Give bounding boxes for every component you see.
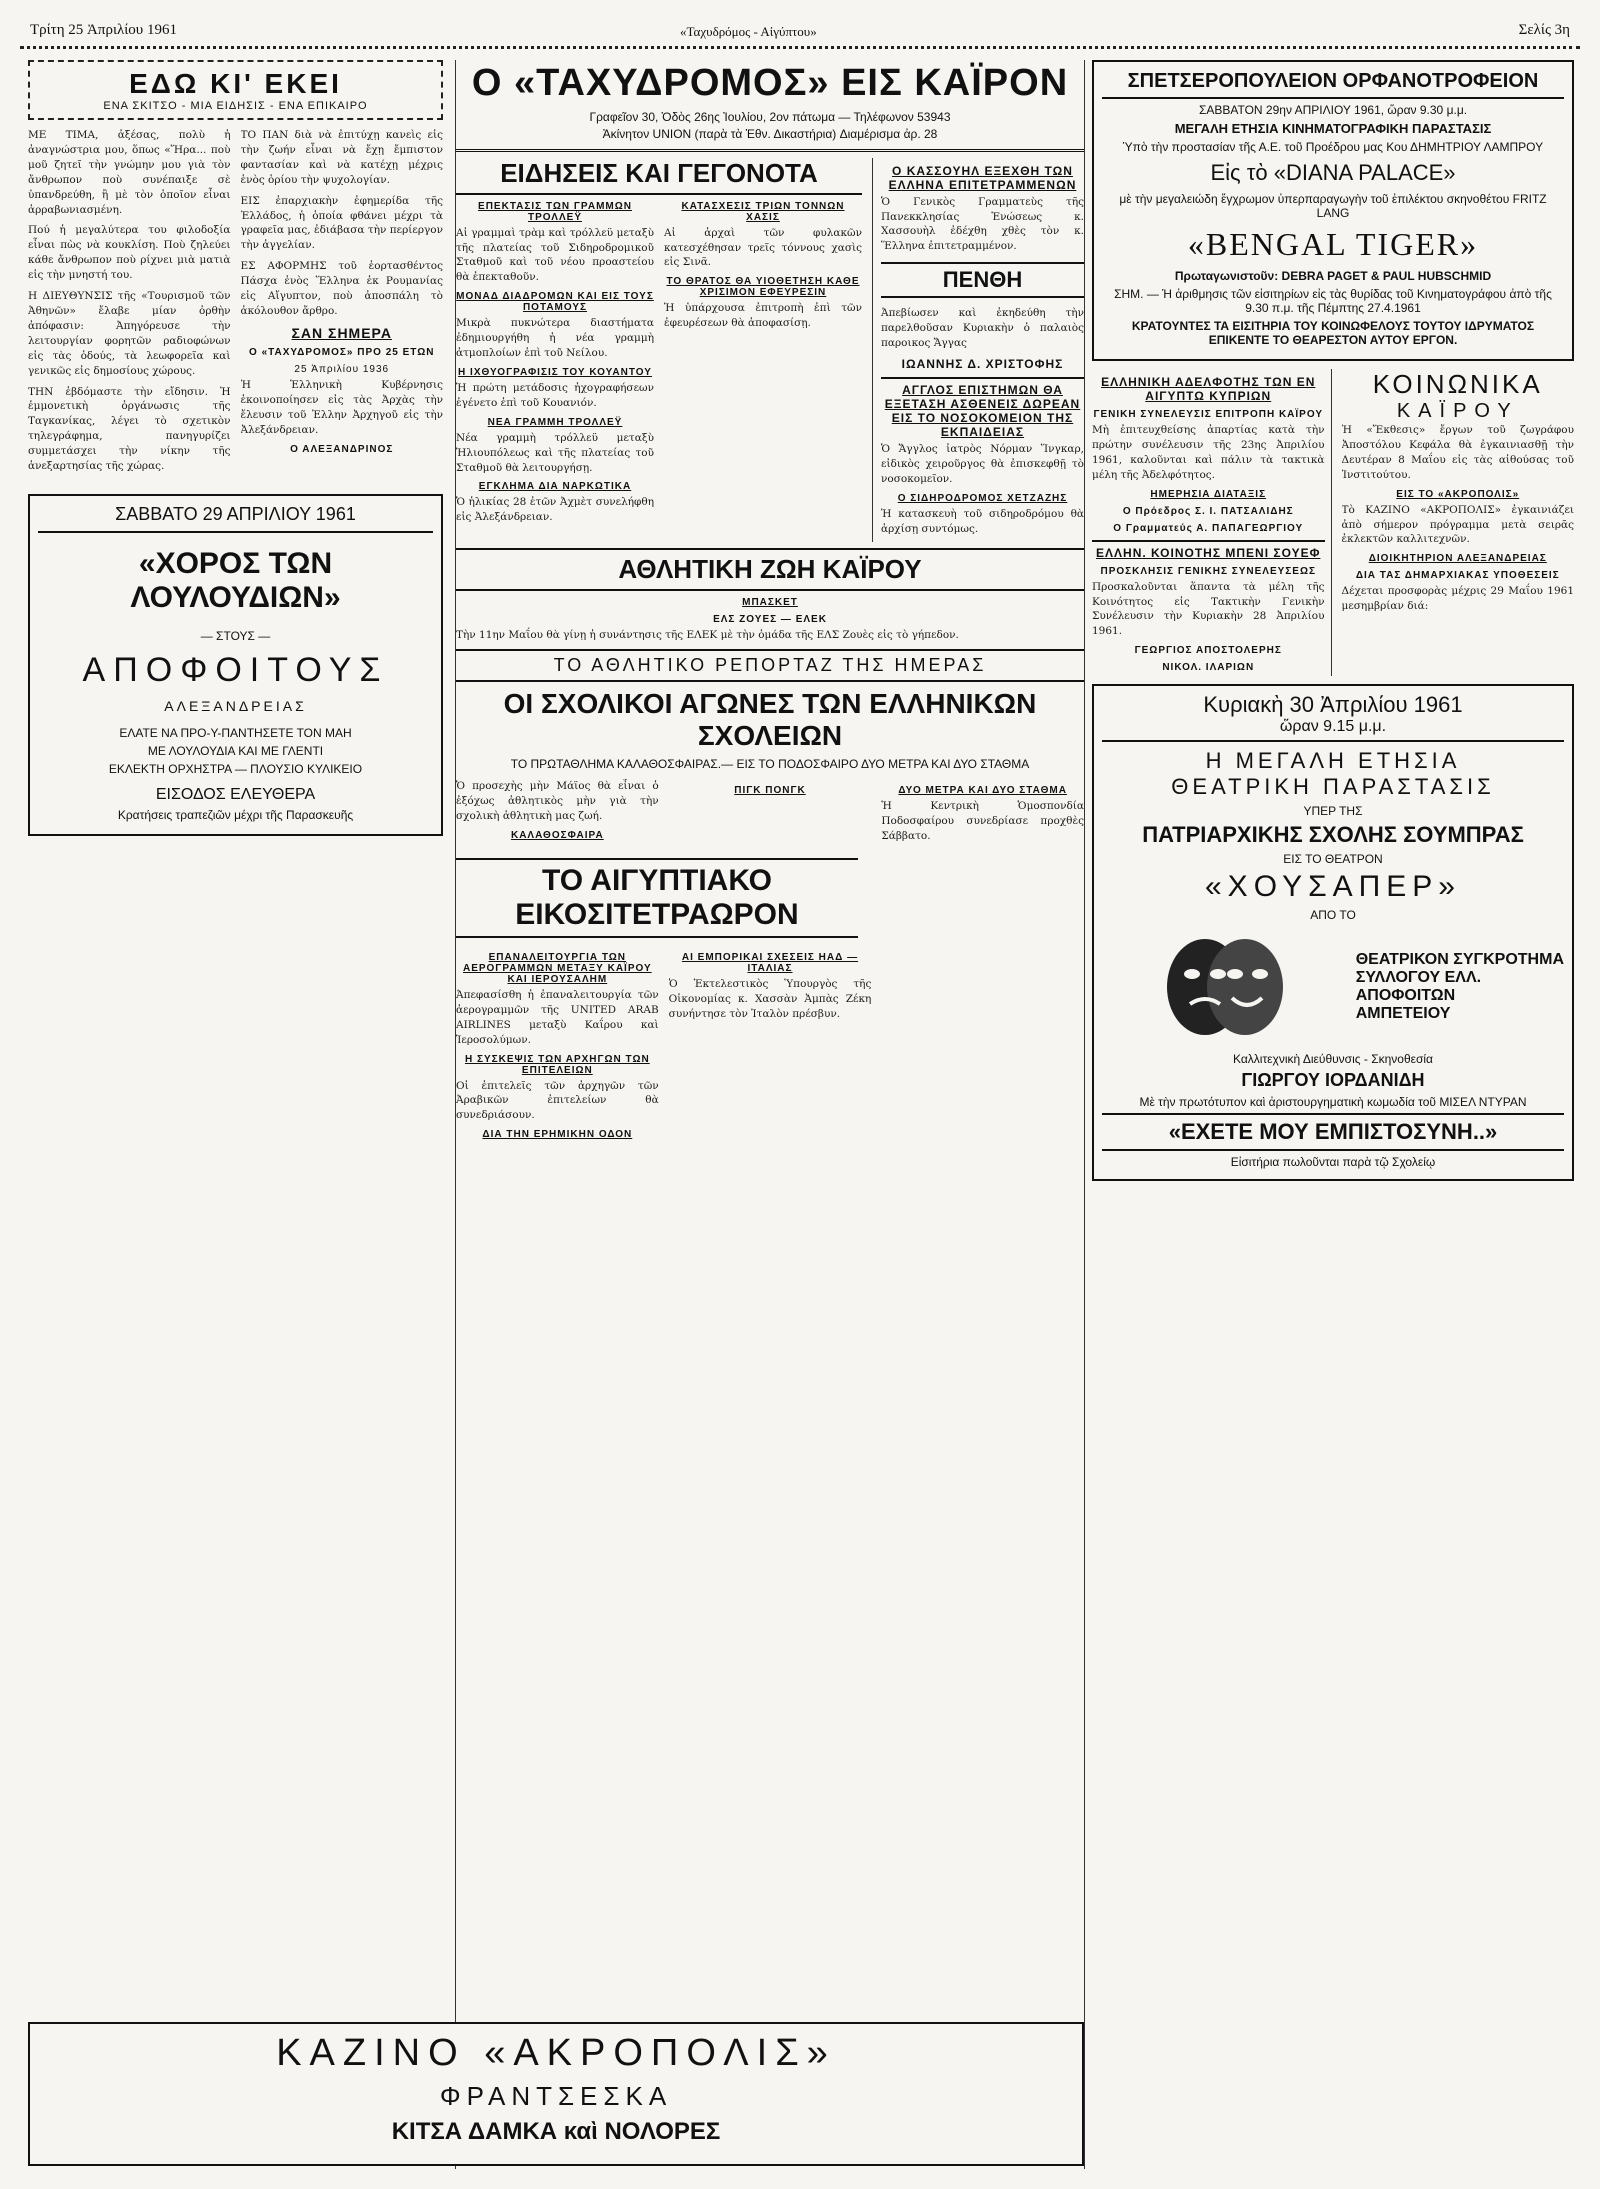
community-signature2: ΝΙΚΟΛ. ΙΛΑΡΙΩΝ — [1162, 662, 1255, 674]
community-subheading: ΠΡΟΣΚΛΗΣΙΣ ΓΕΝΙΚΗΣ ΣΥΝΕΛΕΥΣΕΩΣ — [1100, 565, 1316, 577]
pong-heading: ΠΙΓΚ ΠΟΝΓΚ — [734, 785, 806, 797]
casino-ad — [28, 2022, 1084, 2166]
news-text: Ὁ Γενικὸς Γραμματεὺς τῆς Πανεκκλησίας Ἑνώσεως κ. Χασσουὴλ ἐδέχθη χθὲς τὸν κ. Ἕλληνα ἐπιτετραμμένον. — [881, 195, 1084, 253]
here-and-there-box — [28, 60, 443, 120]
rail-heading: Ο ΣΙΔΗΡΟΔΡΟΜΟΣ ΧΕΤΖΑΖΗΣ — [897, 492, 1068, 504]
ad-comedy: Μὲ τὴν πρωτότυπον καὶ ἀριστουργηματικὴ κωμωδία τοῦ ΜΙΣΕΛ ΝΤΥΡΑΝ — [1139, 1095, 1527, 1110]
sports-text: Τὴν 11ην Μαΐου θὰ γίνῃ ἡ συνάντησις τῆς ΕΛΕΚ μὲ τὴν ὁμάδα τῆς ΕΛΣ Ζουὲς εἰς τὸ γήπεδον. — [456, 629, 959, 642]
paragraph: ΜΕ ΤΙΜΑ, ἀξέσας, πολὺ ἡ ἀναγνώστρια μου, ὅπως «Ἥρα... ποὺ μοῦ ζητεῖ τὴν γνώμην μου γιὰ τὸν ἄνθρωπον ποὺ συνέπαιξε σὲ ὑπανδρεύθη, ἢ μὲ τὸν ὁποῖον εἶναι ἀρραβωνιασμένη. — [28, 129, 231, 216]
theatre-masks-icon — [1150, 932, 1300, 1042]
news-heading: ΜΟΝΑΔ ΔΙΑΔΡΟΜΩΝ ΚΑΙ ΕΙΣ ΤΟΥΣ ΠΟΤΑΜΟΥΣ — [456, 291, 654, 314]
sports-heading: ΜΠΑΣΚΕΤ — [742, 597, 798, 609]
ad-stars: Πρωταγωνιστοῦν: DEBRA PAGET & PAUL HUBSCHMID — [1174, 269, 1492, 283]
rail-text: Ἡ κατασκευὴ τοῦ σιδηροδρόμου θὰ ἀρχίσῃ συντόμως. — [881, 507, 1084, 535]
mourning-name: ΙΩΑΝΝΗΣ Δ. ΧΡΙΣΤΟΦΗΣ — [901, 356, 1064, 371]
masthead: Ο «ΤΑΧΥΔΡΟΜΟΣ» ΕΙΣ ΚΑΪΡΟΝ — [471, 62, 1069, 104]
today-signature: Ο ΑΛΕΞΑΝΔΡΙΝΟΣ — [290, 443, 394, 455]
sisterhood-subheading: ΓΕΝΙΚΗ ΣΥΝΕΛΕΥΣΙΣ ΕΠΙΤΡΟΠΗ ΚΑΪΡΟΥ — [1093, 409, 1324, 420]
news-heading: ΚΑΤΑΣΧΕΣΙΣ ΤΡΙΩΝ ΤΟΝΝΩΝ ΧΑΣΙΣ — [681, 200, 845, 223]
social-text: Ἡ «Ἔκθεσις» ἔργων τοῦ ζωγράφου Ἀποστόλου Κεφάλα θὰ ἐγκαινιασθῇ τὴν Δευτέραν 8 Μαΐου εἰς τὰς αἰθούσας τοῦ Ἰνστιτούτου. — [1341, 424, 1574, 481]
column-left — [28, 60, 443, 2169]
ad-org2: ΑΛΕΞΑΝΔΡΕΙΑΣ — [164, 697, 307, 714]
ad-date: ΣΑΒΒΑΤΟ 29 ΑΠΡΙΛΙΟΥ 1961 — [38, 504, 433, 533]
social-subtitle: ΚΑΪΡΟΥ — [1396, 400, 1519, 422]
ad-date: ΣΑΒΒΑΤΟΝ 29ην ΑΠΡΙΛΙΟΥ 1961, ὥραν 9.30 μ.μ. — [1198, 103, 1468, 117]
sisterhood-text: Μὴ ἐπιτευχθείσης ἀπαρτίας κατὰ τὴν πρώτην συνέλευσιν τῆς 23ης Ἀπριλίου 1961, καλοῦνται καὶ πάλιν τὰ τακτικὰ μέλη τῆς Ἀδελφότητος. — [1092, 424, 1325, 481]
egypt-text: Οἱ ἐπιτελεῖς τῶν ἀρχηγῶν τῶν Ἀραβικῶν ἐπιτελείων θὰ συνεδριάσουν. — [456, 1079, 659, 1122]
section-subtitle: ΕΝΑ ΣΚΙΤΣΟ - ΜΙΑ ΕΙΔΗΣΙΣ - ΕΝΑ ΕΠΙΚΑΙΡΟ — [103, 100, 368, 112]
alexandria-text: Δέχεται προσφορὰς μέχρις 29 Μαΐου 1961 μεσημβρίαν διά: — [1341, 585, 1574, 613]
ad-direction: Καλλιτεχνικὴ Διεύθυνσις - Σκηνοθεσία — [1232, 1052, 1433, 1067]
social-title: ΚΟΙΝΩΝΙΚΑ — [1372, 369, 1543, 399]
news-text: Αἱ ἀρχαὶ τῶν φυλακῶν κατεσχέθησαν τρεῖς τόννους χασὶς εἰς Σινᾶ. — [664, 226, 862, 269]
report-text: Ὁ προσεχὴς μὴν Μάϊος θὰ εἶναι ὁ ἐξόχως ἀθλητικὸς μὴν γιὰ τὴν σχολικὴ ἀθλητικὴ μας ζωή. — [456, 780, 659, 822]
community-heading: ΕΛΛΗΝ. ΚΟΙΝΟΤΗΣ ΜΠΕΝΙ ΣΟΥΕΦ — [1092, 540, 1325, 560]
sisterhood-signature2: Ο Γραμματεύς Α. ΠΑΠΑΓΕΩΡΓΙΟΥ — [1113, 522, 1304, 534]
paragraph: ΤΗΝ ἐβδόμαστε τὴν εἴδησιν. Ἡ ἐμμονετικὴ ὀργάνωσις τῆς Ταγκανίκας, λέγει τὸ σχετικὸν τηλεγράφημα, πανηγυρίζει συμμετάσχει τὴν νίκην τῆς ἀνεξαρτησίας τῆς χώρας. — [28, 385, 231, 473]
ad-time: ὥραν 9.15 μ.μ. — [1102, 718, 1564, 742]
today-text: Ἡ Ἑλληνικὴ Κυβέρνησις ἐκοινοποίησεν εἰς τὰς Ἀρχὰς τὴν ἔλευσιν τοῦ Ἐλλην Ἀρχηγοῦ εἰς τὴν Ἀλεξάνδρειαν. — [240, 378, 443, 436]
ad-venue: Εἰς τὸ «DIANA PALACE» — [1210, 160, 1456, 185]
section-title: ΕΔΩ ΚΙ' ΕΚΕΙ — [129, 68, 342, 99]
ad-film-intro: μὲ τὴν μεγαλειώδη ἔγχρωμον ὑπερπαραγωγὴν τοῦ ἐπιλέκτου σκηνοθέτου FRITZ LANG — [1119, 192, 1547, 220]
ad-line: ΕΙΣ ΤΟ ΘΕΑΤΡΟΝ — [1283, 852, 1383, 867]
ad-school: ΠΑΤΡΙΑΡΧΙΚΗΣ ΣΧΟΛΗΣ ΣΟΥΜΠΡΑΣ — [1142, 822, 1524, 848]
community-text: Προσκαλοῦνται ἅπαντα τὰ μέλη τῆς Κοινότητος εἰς Τακτικὴν Γενικὴν Συνέλευσιν τὴν Κυριακὴν 28 Ἀπριλίου 1961. — [1092, 580, 1325, 638]
report-title: ΟΙ ΣΧΟΛΙΚΟΙ ΑΓΩΝΕΣ ΤΩΝ ΕΛΛΗΝΙΚΩΝ ΣΧΟΛΕΙΩΝ — [503, 688, 1037, 752]
column-text — [28, 128, 443, 480]
egypt-heading: Η ΣΥΣΚΕΨΙΣ ΤΩΝ ΑΡΧΗΓΩΝ ΤΩΝ ΕΠΙΤΕΛΕΙΩΝ — [464, 1053, 650, 1076]
ad-line: ΜΕΓΑΛΗ ΕΤΗΣΙΑ ΚΙΝΗΜΑΤΟΓΡΑΦΙΚΗ ΠΑΡΑΣΤΑΣΙΣ — [1174, 121, 1492, 136]
ad-entry: ΕΙΣΟΔΟΣ ΕΛΕΥΘΕΡΑ — [155, 785, 316, 803]
weights-heading: ΔΥΟ ΜΕΤΡΑ ΚΑΙ ΔΥΟ ΣΤΑΘΜΑ — [898, 785, 1067, 797]
flower-dance-ad — [28, 494, 443, 836]
ad-line: Η ΜΕΓΑΛΗ ΕΤΗΣΙΑ — [1205, 748, 1461, 774]
sports-title: ΑΘΛΗΤΙΚΗ ΖΩΗ ΚΑΪΡΟΥ — [456, 548, 1084, 591]
today-title: ΣΑΝ ΣΗΜΕΡΑ — [291, 324, 392, 341]
ad-play: «ΕΧΕΤΕ ΜΟΥ ΕΜΠΙΣΤΟΣΥΝΗ..» — [1102, 1113, 1564, 1151]
news-heading: ΕΓΚΛΗΜΑ ΔΙΑ ΝΑΡΚΩΤΙΚΑ — [478, 481, 632, 493]
report-heading: ΤΟ ΑΘΛΗΤΙΚΟ ΡΕΠΟΡΤΑΖ ΤΗΣ ΗΜΕΡΑΣ — [456, 649, 1084, 682]
ad-line: ΜΕ ΛΟΥΛΟΥΔΙΑ ΚΑΙ ΜΕ ΓΛΕΝΤΙ — [147, 743, 324, 758]
news-heading: ΤΟ ΘΡΑΤΟΣ ΘΑ ΥΙΟΘΕΤΗΣΗ ΚΑΘΕ ΧΡΙΣΙΜΟΝ ΕΦΕΥΡΕΣΙΝ — [666, 276, 860, 299]
office-building: Ἀκίνητον UNION (παρὰ τὰ Ἐθν. Δικαστήρια) Διαμέρισμα ἀρ. 28 — [602, 126, 938, 141]
alexandria-heading: ΔΙΟΙΚΗΤΗΡΙΟΝ ΑΛΕΞΑΝΔΡΕΙΑΣ — [1368, 553, 1547, 565]
today-subtitle: Ο «ΤΑΧΥΔΡΟΜΟΣ» ΠΡΟ 25 ΕΤΩΝ — [249, 346, 435, 358]
ad-director: ΓΙΩΡΓΟΥ ΙΟΡΔΑΝΙΔΗ — [1241, 1070, 1425, 1091]
sports-subheading: ΕΛΣ ΖΟΥΕΣ — ΕΛΕΚ — [713, 614, 827, 626]
ad-title: ΣΠΕΤΣΕΡΟΠΟΥΛΕΙΟΝ ΟΡΦΑΝΟΤΡΟΦΕΙΟΝ — [1102, 70, 1564, 99]
news-heading: Η ΙΧΘΥΟΓΡΑΦΙΣΙΣ ΤΟΥ ΚΟΥΑΝΤΟΥ — [458, 366, 652, 378]
today-date: 25 Ἀπριλίου 1936 — [294, 363, 390, 375]
ad-association: ΣΥΛΛΟΓΟΥ ΕΛΛ. ΑΠΟΦΟΙΤΩΝ ΑΜΠΕΤΕΙΟΥ — [1355, 969, 1482, 1023]
egypt-heading: ΑΙ ΕΜΠΟΡΙΚΑΙ ΣΧΕΣΕΙΣ ΗΑΔ — ΙΤΑΛΙΑΣ — [681, 951, 859, 974]
page-number: Σελίς 3η — [1518, 22, 1570, 38]
egypt-heading: ΔΙΑ ΤΗΝ ΕΡΗΜΙΚΗΝ ΟΔΟΝ — [482, 1129, 633, 1141]
ad-note: ΣΗΜ. — Ἡ ἀριθμησις τῶν εἰσιτηρίων εἰς τὰς θυρίδας τοῦ Κινηματογράφου ἀπὸ τῆς 9.30 π.μ. τῆς Πέμπτης 27.4.1961 — [1114, 287, 1552, 315]
ad-line: ΥΠΕΡ ΤΗΣ — [1303, 804, 1363, 819]
column-center — [455, 60, 1085, 2169]
report-subtitle: ΤΟ ΠΡΩΤΑΘΛΗΜΑ ΚΑΛΑΘΟΣΦΑΙΡΑΣ.— ΕΙΣ ΤΟ ΠΟΔΟΣΦΑΙΡΟ ΔΥΟ ΜΕΤΡΑ ΚΑΙ ΔΥΟ ΣΤΑΘΜΑ — [510, 757, 1030, 772]
news-title: ΕΙΔΗΣΕΙΣ ΚΑΙ ΓΕΓΟΝΟΤΑ — [456, 158, 862, 195]
ad-patron: Ὑπὸ τὴν προστασίαν τῆς Α.Ε. τοῦ Προέδρου μας Κου ΔΗΜΗΤΡΙΟΥ ΛΑΜΠΡΟΥ — [1122, 140, 1544, 154]
office-address: Γραφεῖον 30, Ὁδὸς 26ης Ἰουλίου, 2ον πάτωμα — Τηλέφωνον 53943 — [589, 110, 951, 124]
mourning-text: Ἀπεβίωσεν καὶ ἐκηδεύθη τὴν παρελθοῦσαν Κυριακὴν ὁ παλαιὸς παροικος Ἄγγας — [881, 307, 1084, 350]
page-header — [20, 18, 1580, 49]
casino-line: ΦΡΑΝΤΣΕΣΚΑ — [439, 2081, 673, 2111]
ad-theatre: «ΧΟΥΣΑΠΕΡ» — [1205, 870, 1461, 904]
agenda-heading: ΗΜΕΡΗΣΙΑ ΔΙΑΤΑΞΙΣ — [1150, 488, 1267, 500]
alexandria-subheading: ΔΙΑ ΤΑΣ ΔΗΜΑΡΧΙΑΚΑΣ ΥΠΟΘΕΣΕΙΣ — [1355, 570, 1560, 582]
news-text: Μικρὰ πυκνώτερα διαστήματα ἐδημιουργήθη ἡ νέα γραμμὴ ἀτμοπλοίων ἐπὶ τοῦ Νείλου. — [456, 317, 654, 360]
sisterhood-heading: ΕΛΛΗΝΙΚΗ ΑΔΕΛΦΟΤΗΣ ΤΩΝ ΕΝ ΑΙΓΥΠΤΩ ΚΥΠΡΙΩΝ — [1101, 375, 1316, 403]
ad-reservations: Κρατήσεις τραπεζιῶν μέχρι τῆς Παρασκευῆς — [117, 807, 354, 822]
acropolis-heading: ΕΙΣ ΤΟ «ΑΚΡΟΠΟΛΙΣ» — [1396, 488, 1520, 500]
sisterhood-signature: Ο Πρόεδρος Σ. Ι. ΠΑΤΣΑΛΙΔΗΣ — [1122, 505, 1294, 517]
basket-heading: ΚΑΛΑΘΟΣΦΑΙΡΑ — [510, 829, 604, 841]
ad-date: Κυριακὴ 30 Ἀπριλίου 1961 — [1203, 692, 1463, 718]
paper-name: «Ταχυδρόμος - Αἰγύπτου» — [680, 24, 817, 39]
news-text: Ὁ ἡλικίας 28 ἐτῶν Ἀχμὲτ συνελήφθη εἰς Ἀλεξάνδρειαν. — [456, 496, 654, 524]
ad-of: — ΣΤΟΥΣ — — [200, 628, 271, 643]
doctor-heading: ΑΓΓΛΟΣ ΕΠΙΣΤΗΜΩΝ ΘΑ ΕΞΕΤΑΣΗ ΑΣΘΕΝΕΙΣ ΔΩΡΕΑΝ ΕΙΣ ΤΟ ΝΟΣΟΚΟΜΕΙΟΝ ΤΗΣ ΕΚΠΑΙΔΕΙΑΣ — [881, 377, 1084, 439]
egypt-heading: ΕΠΑΝΑΛΕΙΤΟΥΡΓΙΑ ΤΩΝ ΑΕΡΟΓΡΑΜΜΩΝ ΜΕΤΑΞΥ ΚΑΪΡΟΥ ΚΑΙ ΙΕΡΟΥΣΑΛΗΜ — [462, 951, 652, 985]
egypt-text: Ὁ Ἐκτελεστικὸς Ὑπουργὸς τῆς Οἰκονομίας κ. Χασσὰν Ἀμπὰς Ζέκη συνήντησε τὸν Ἰταλὸν πρέσβυν. — [668, 977, 872, 1020]
news-heading: ΕΠΕΚΤΑΣΙΣ ΤΩΝ ΓΡΑΜΜΩΝ ΤΡΟΛΛΕΫ — [478, 200, 632, 223]
mourning-title: ΠΕΝΘΗ — [881, 262, 1084, 298]
acropolis-text: Τὸ ΚΑΖΙΝΟ «ΑΚΡΟΠΟΛΙΣ» ἐγκαινιάζει ἀπὸ σήμερον πρόγραμμα μετὰ σειρᾶς ἐκλεκτῶν καλλιτεχνῶν. — [1341, 503, 1574, 546]
ad-line: ΘΕΑΤΡΙΚΗ ΠΑΡΑΣΤΑΣΙΣ — [1171, 774, 1495, 800]
news-heading: ΝΕΑ ΓΡΑΜΜΗ ΤΡΟΛΛΕΫ — [487, 416, 623, 428]
ad-line: ΕΚΛΕΚΤΗ ΟΡΧΗΣΤΡΑ — ΠΛΟΥΣΙΟ ΚΥΛΙΚΕΙΟ — [108, 761, 363, 776]
ad-line: ΕΛΑΤΕ ΝΑ ΠΡΟ-Υ-ΠΑΝΤΗΣΕΤΕ ΤΟΝ ΜΑΗ — [119, 725, 352, 740]
news-heading: Ο ΚΑΣΣΟΥΗΛ ΕΞΕΧΘΗ ΤΩΝ ΕΛΛΗΝΑ ΕΠΙΤΕΤΡΑΜΜΕΝΩΝ — [888, 163, 1077, 192]
column-right — [1092, 60, 1574, 2169]
casino-stars: ΚΙΤΣΑ ΔΑΜΚΑ καὶ ΝΟΛΟΡΕΣ — [391, 2118, 721, 2145]
ad-title: «ΧΟΡΟΣ ΤΩΝ ΛΟΥΛΟΥΔΙΩΝ» — [130, 546, 341, 614]
ad-org: ΑΠΟΦΟΙΤΟΥΣ — [82, 650, 389, 689]
theatre-ad — [1092, 684, 1574, 1181]
doctor-text: Ὁ Ἄγγλος ἰατρὸς Νόρμαν Ἵνγκαρ, εἰδικὸς χειροῦργος θὰ ἐπισκεφθῇ τὸ νοσοκομεῖον. — [881, 442, 1084, 485]
ad-troupe: ΘΕΑΤΡΙΚΟΝ ΣΥΓΚΡΟΤΗΜΑ — [1355, 951, 1564, 969]
paragraph: ΤΟ ΠΑΝ διὰ νὰ ἐπιτύχῃ κανεὶς εἰς τὴν ζωήν εἶναι νὰ ἔχῃ ἔμπιστον φαντασίαν καὶ νὰ κατέχῃ μέχρις ἑνὸς ὁρίου τὴν ψυχολογίαν. — [240, 129, 443, 186]
ad-film: «BENGAL TIGER» — [1187, 226, 1479, 262]
ad-line: ΑΠΟ ΤΟ — [1310, 908, 1356, 923]
paragraph: Πού ἡ μεγαλύτερα του φιλοδοξία εἶναι πὼς νὰ κουκλίση. Ποὺ ζηλεύει κάθε ἄνθρωπον ποὺ ρίχνει μιὰ ματιὰ εἰς τὴν μνηστή του. — [28, 224, 231, 282]
casino-title: ΚΑΖΙΝΟ «ΑΚΡΟΠΟΛΙΣ» — [276, 2032, 836, 2074]
news-text: Ἡ ὑπάρχουσα ἐπιτροπὴ ἐπὶ τῶν ἐφευρέσεων θὰ ἀποφασίσῃ. — [664, 302, 862, 330]
egypt-title: ΤΟ ΑΙΓΥΠΤΙΑΚΟ ΕΙΚΟΣΙΤΕΤΡΑΩΡΟΝ — [456, 858, 858, 938]
ad-footer: ΚΡΑΤΟΥΝΤΕΣ ΤΑ ΕΙΣΙΤΗΡΙΑ ΤΟΥ ΚΟΙΝΩΦΕΛΟΥΣ ΤΟΥΤΟΥ ΙΔΡΥΜΑΤΟΣ ΕΠΙΚΕΝΤΕ ΤΟ ΘΕΑΡΕΣΤΟΝ ΑΥΤΟΥ ΕΡΓΟΝ. — [1131, 319, 1535, 347]
weights-text: Ἡ Κεντρικὴ Ὁμοσπονδία Ποδοσφαίρου συνεδρίασε προχθὲς Σάββατο. — [881, 800, 1085, 842]
news-text: Νέα γραμμὴ τρόλλεϋ μεταξὺ Ἡλιουπόλεως καὶ τῆς πλατείας τοῦ Σταθμοῦ θὰ λειτουργήσῃ. — [456, 431, 654, 474]
news-text: Αἱ γραμμαὶ τρὰμ καὶ τρόλλεϋ μεταξὺ τῆς πλατείας τοῦ Σιδηροδρομικοῦ Σταθμοῦ καὶ τοῦ νέου προαστείου θὰ ἐπεκταθοῦν. — [456, 226, 654, 284]
paragraph: ΕΙΣ ἐπαρχιακὴν ἐφημερίδα τῆς Ἑλλάδος, ἡ ὁποία φθάνει μέχρι τὰ γραφεῖα μας, ἐδιάβασα τὴν περίεργον τὴν ἀγγελίαν. — [240, 194, 443, 252]
egypt-text: Ἀπεφασίσθη ἡ ἐπαναλειτουργία τῶν ἀερογραμμῶν τῆς UNITED ARAB AIRLINES μεταξὺ Καΐρου καὶ Ἱεροσολύμων. — [456, 988, 659, 1046]
issue-date: Τρίτη 25 Ἀπριλίου 1961 — [30, 22, 177, 38]
news-text: Ἡ πρώτη μετάδοσις ἠχογραφήσεων ἐγένετο ἐπὶ τοῦ Κουανιόν. — [456, 381, 654, 409]
paragraph: Η ΔΙΕΥΘΥΝΣΙΣ τῆς «Τουρισμοῦ τῶν Ἀθηνῶν» ἔλαβε μίαν ὀρθὴν ἀπόφασιν: Ἀπηγόρευσε τὴν λειτουργίαν φορητῶν ραδιοφώνων εἰς τὰς ὁδούς, τὰ λεωφορεῖα καὶ γενικῶς εἰς δημοσίους χώρους. — [28, 290, 231, 377]
paragraph: ΕΣ ΑΦΟΡΜΗΣ τοῦ ἑορτασθέντος Πάσχα ἐνὸς Ἕλληνα ἐκ Ρουμανίας εἰς Αἴγυπτον, ποὺ ἀποσπάλη τὸ ἀκόλουθον ἄρθρο. — [240, 260, 443, 317]
orphanage-ad — [1092, 60, 1574, 361]
community-signature: ΓΕΩΡΓΙΟΣ ΑΠΟΣΤΟΛΕΡΗΣ — [1134, 645, 1282, 657]
ad-tickets: Εἰσιτήρια πωλοῦνται παρὰ τῷ Σχολείῳ — [1230, 1155, 1436, 1170]
